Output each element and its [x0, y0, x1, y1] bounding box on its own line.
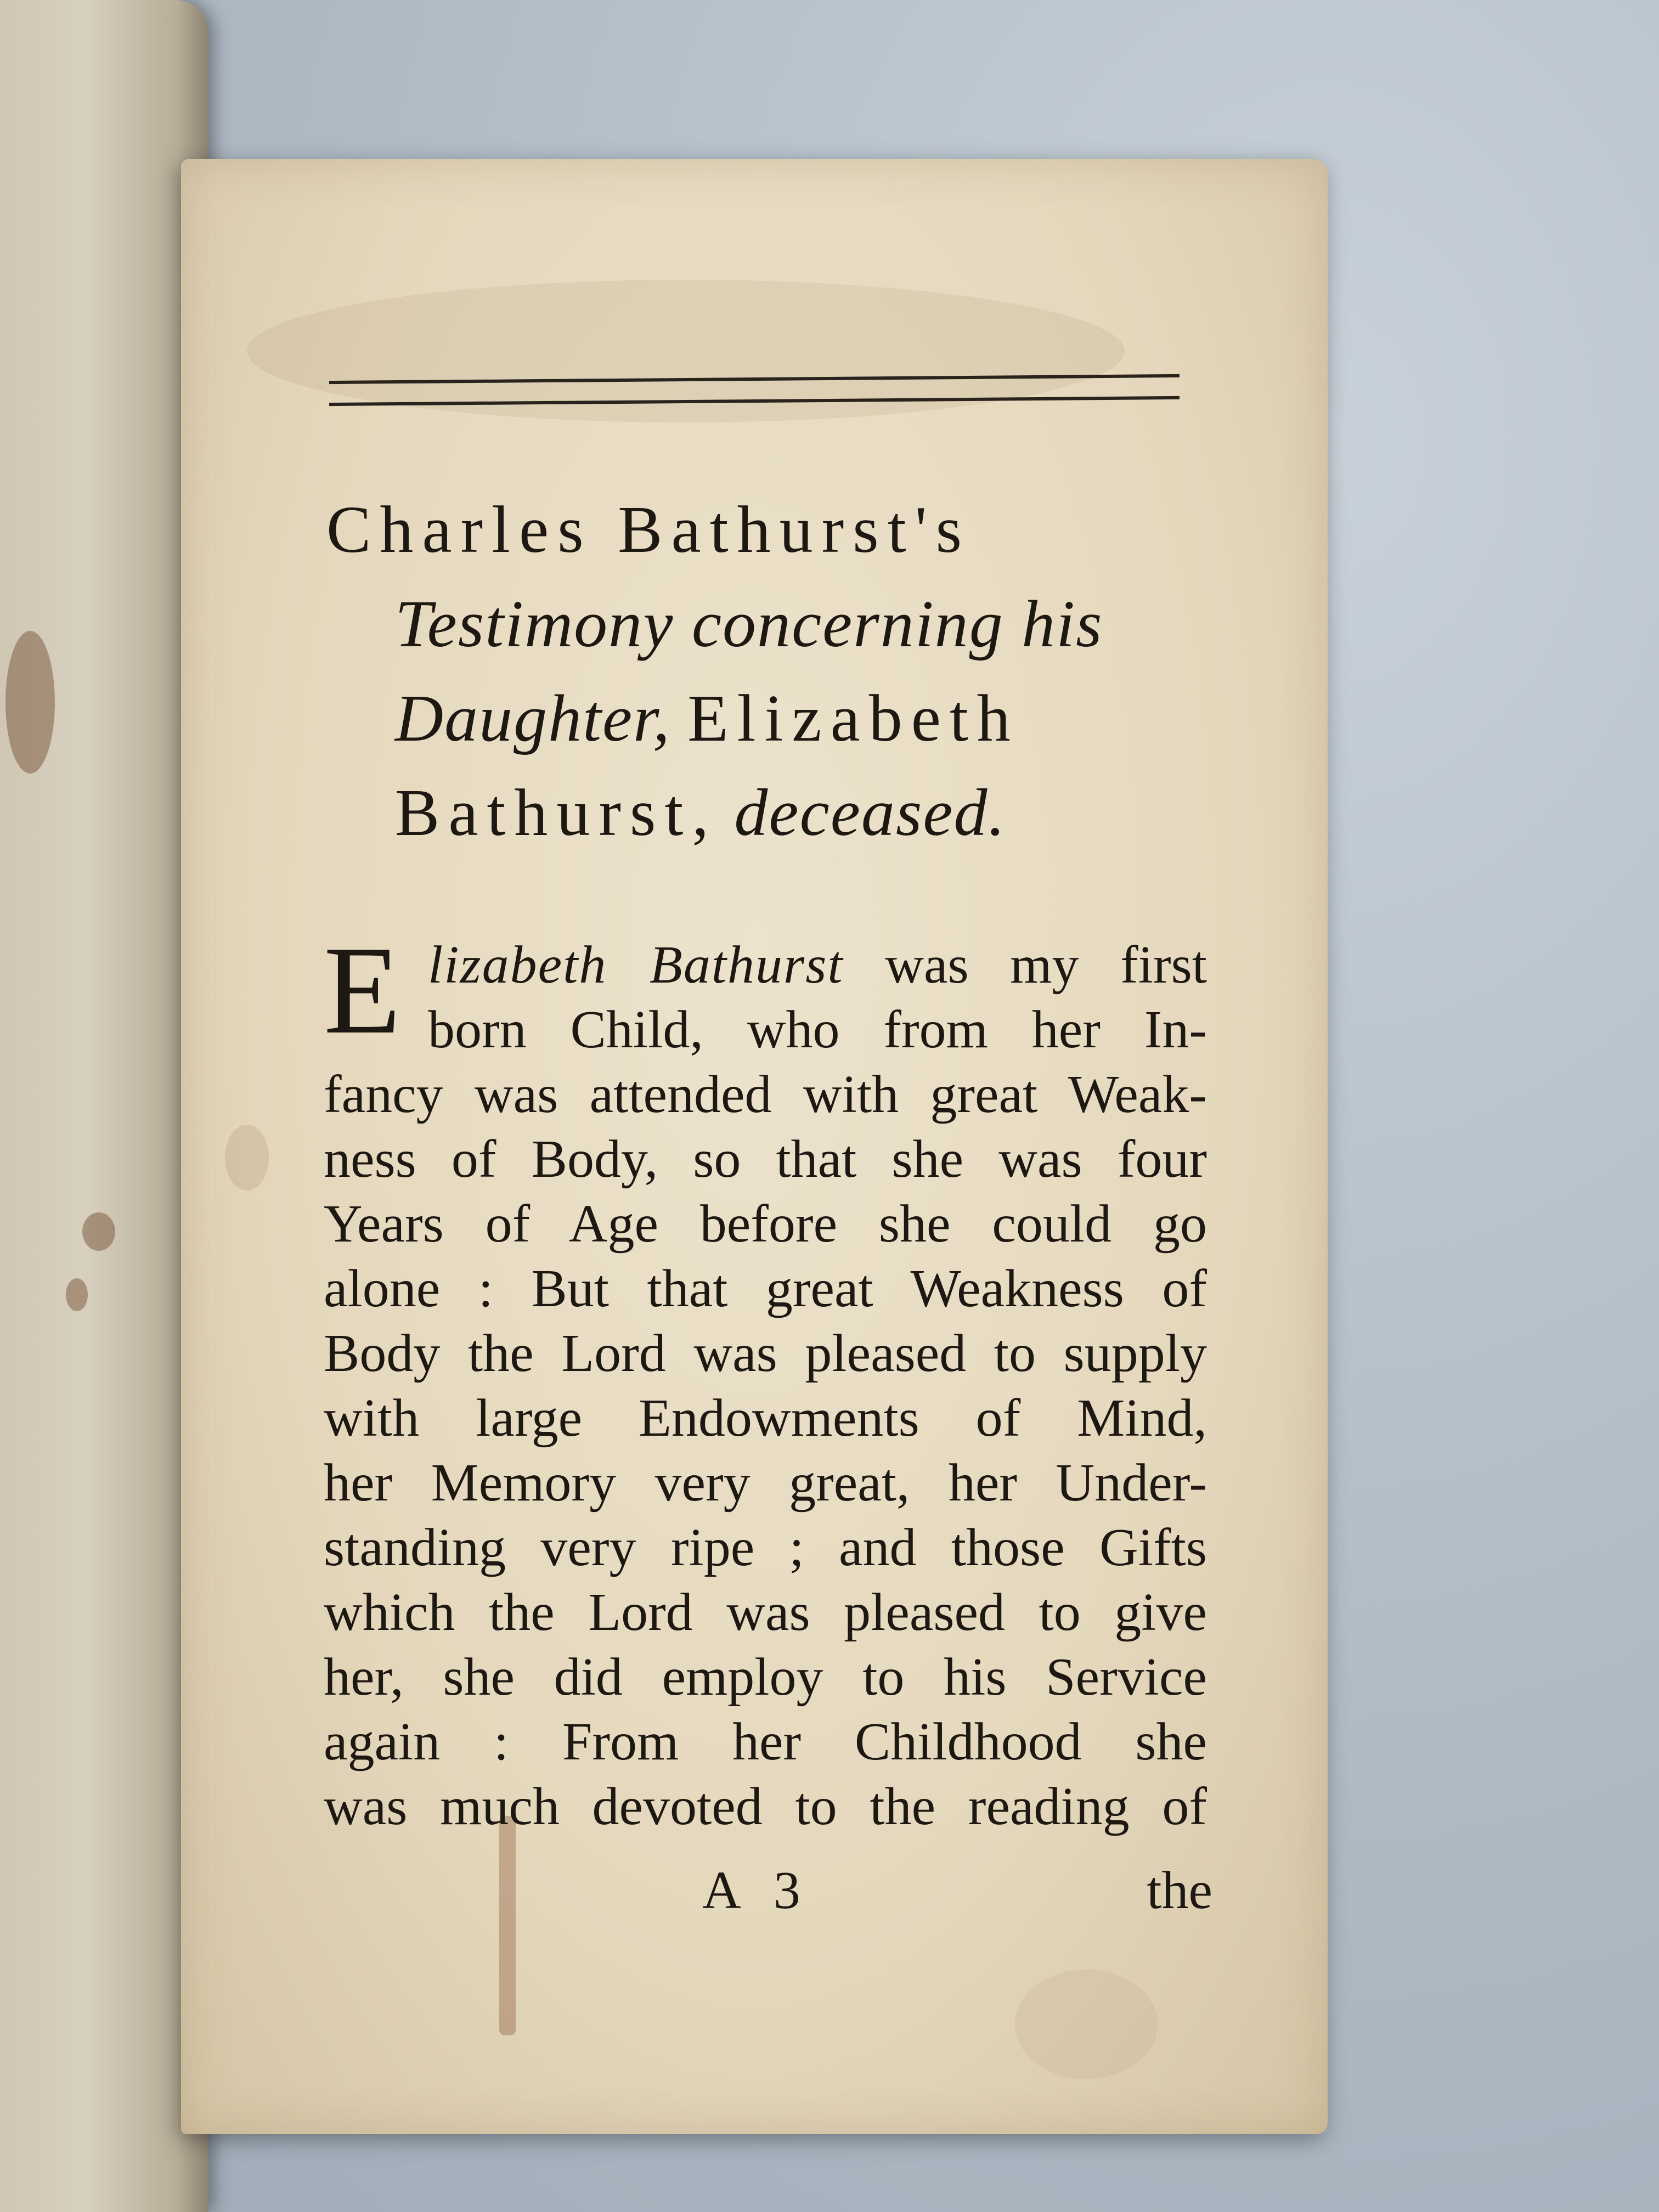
page-stain: [499, 1816, 516, 2035]
body-line: again : From her Childhood she: [324, 1712, 1207, 1771]
body-line: which the Lord was pleased to give: [324, 1583, 1207, 1642]
body-line: fancy was attended with great Weak-: [324, 1065, 1207, 1124]
title-word-daughter: Daughter,: [395, 681, 671, 755]
body-line: Years of Age before she could go: [324, 1194, 1207, 1254]
body-lead-name: lizabeth Bathurst: [428, 935, 844, 995]
body-line: her, she did employ to his Service: [324, 1647, 1207, 1707]
body-line: was much devoted to the reading of: [324, 1777, 1207, 1836]
body-line: ness of Body, so that she was four: [324, 1130, 1207, 1189]
body-line: her Memory very great, her Under-: [324, 1453, 1207, 1513]
left-facing-page: [0, 0, 208, 2212]
title-subject-first-name: Elizabeth: [687, 681, 1019, 755]
body-line: with large Endowments of Mind,: [324, 1389, 1207, 1448]
title-word-deceased: deceased.: [734, 776, 1006, 850]
title-subject-surname: Bathurst,: [395, 776, 718, 850]
title-line-1: [326, 483, 1204, 577]
stain-mark: [66, 1278, 88, 1311]
title-line-4: [326, 766, 1204, 860]
body-line-1: [324, 933, 1207, 997]
body-line: Body the Lord was pleased to supply: [324, 1324, 1207, 1383]
title-line-2: Testimony concerning his: [395, 587, 1103, 661]
body-lead-rest: was my first: [843, 935, 1207, 995]
page-footer: [324, 1860, 1212, 1926]
page-foxing: [225, 1125, 269, 1190]
body-line: alone : But that great Weakness of: [324, 1259, 1207, 1318]
title-author-name: Charles Bathurst's: [326, 493, 971, 567]
catchword: the: [1147, 1861, 1212, 1920]
title-line-3: [326, 672, 1204, 766]
stain-mark: [5, 631, 55, 774]
page-foxing: [1015, 1970, 1158, 2079]
page-title: [326, 483, 1204, 860]
drop-cap: E: [324, 920, 401, 1060]
body-line: born Child, who from her In-: [428, 1000, 1207, 1059]
signature-mark: A 3: [702, 1861, 811, 1920]
stain-mark: [82, 1212, 115, 1251]
body-line: standing very ripe ; and those Gifts: [324, 1518, 1207, 1577]
body-text: [324, 933, 1207, 1839]
